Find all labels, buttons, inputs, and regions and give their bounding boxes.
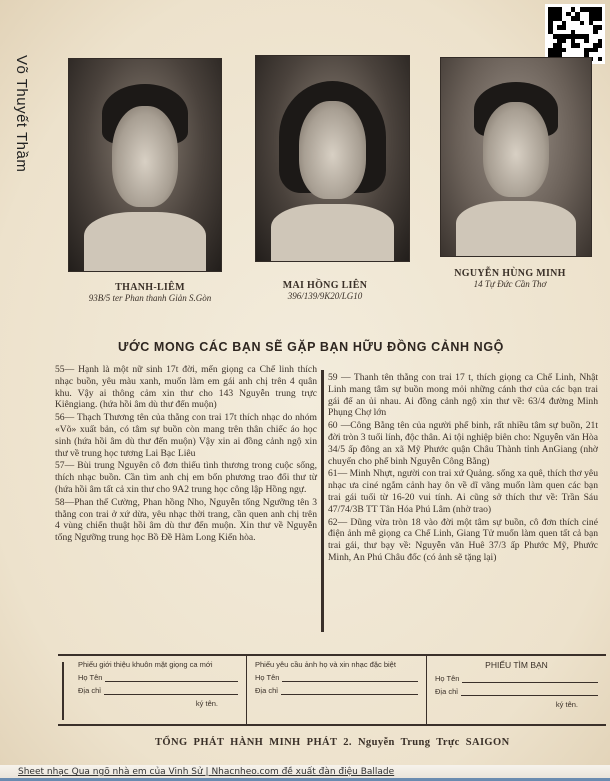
name-field[interactable] (462, 675, 598, 683)
signature-label: ký tên. (195, 699, 218, 708)
source-caption-link[interactable]: Sheet nhạc Qua ngõ nhà em của Vinh Sử | Nhacnheo.com đề xuất đàn điệu Ballade (0, 765, 610, 781)
form-title: Phiếu giới thiệu khuôn mặt giọng ca mới (78, 660, 213, 669)
qr-code[interactable] (545, 4, 605, 64)
name-field[interactable] (282, 674, 418, 682)
name-label: Họ Tên (435, 674, 460, 683)
signature-label: ký tên. (555, 700, 578, 709)
form-title: PHIẾU TÌM BẠN (485, 660, 548, 670)
entry: 55— Hạnh là một nữ sinh 17t đời, mến giọng ca Chế linh thích nhạc buồn, yêu màu xanh, muốn làm em gái anh chị trên 4 quân khu. Vậy ai thông cảm xin thư cho 143 Nguyễn trung trực Kiêngiang. (hứa hồi âm dù thư đến muộn) (55, 364, 317, 411)
entry: 57— Bùi trung Nguyên cô đơn thiếu tình thương trong cuộc sống, thích nhạc buồn. Cần tìm anh chị em bốn phương trao đổi thư từ (hứa hồi âm tất cả xin thư cho 9A2 trung học công lập Hồng ngự. (55, 460, 317, 495)
section-heading: ƯỚC MONG CÁC BẠN SẼ GẶP BẠN HỮU ĐỒNG CẢNH NGỘ (118, 340, 504, 354)
portrait-photo-1 (68, 58, 222, 272)
column-divider (321, 370, 324, 632)
caption-1 (60, 282, 240, 303)
caption-address: 14 Tự Đức Cần Thơ (473, 279, 547, 289)
entry: 58—Phan thế Cường, Phan hồng Nho, Nguyễn tống Ngưỡng tên 3 thằng con trai ở xứ dừa, yêu nhạc thời trang, cần quen anh chị trên 4 vùng chiến thuật hồi âm dù thư đến muộn. Xin thư về Nguyễn tống Ngưỡng trung học Bồ Đề Hàm Long Kiến hòa. (55, 496, 317, 544)
caption-address: 93B/5 ter Phan thanh Giản S.Gòn (88, 293, 212, 303)
entry: 61— Minh Nhựt, người con trai xứ Quảng. sống xa quê, thích thơ yêu nhạc ưa ciné ngắm cảnh hay ôn về dĩ vãng muốn làm quen các bạn trai gái tuổi từ 16-20 vui tính. Ai cũng sở thích thư về: Trần Sáu 47/74/3B TT Tân Hóa Phú Lâm (nhờ trao) (328, 468, 598, 515)
name-field[interactable] (105, 674, 238, 682)
caption-2 (255, 280, 395, 301)
form-photo-request (246, 656, 426, 724)
address-label: Địa chỉ (78, 686, 101, 695)
name-label: Họ Tên (255, 673, 280, 682)
form-new-voice (58, 656, 246, 724)
form-title: Phiếu yêu cầu ảnh họ và xin nhạc đặc biệt (255, 660, 396, 669)
caption-3 (440, 268, 580, 289)
form-find-friend (426, 656, 606, 724)
portrait-photo-2 (255, 55, 410, 262)
entry: 60 —Công Bằng tên của người phế binh, rất nhiều tâm sự buồn, 21t đời tròn 3 tuổi lính, độc thân. Ai tội nghiệp biên cho: Nguyễn văn Hòa 34/5 ấp đông an xã Mỹ Phước quận Châu Thành tỉnh AnGiang (nhờ chuyển cho phế binh Nguyễn Công Bằng) (328, 420, 598, 467)
caption-address: 396/139/9K20/LG10 (287, 291, 363, 301)
right-column (328, 372, 598, 565)
caption-name: THANH-LIÊM (115, 282, 185, 293)
portrait-photo-3 (440, 57, 592, 257)
address-field[interactable] (461, 688, 598, 696)
caption-name: NGUYỄN HÙNG MINH (454, 268, 566, 279)
address-field[interactable] (281, 687, 418, 695)
address-label: Địa chỉ (435, 687, 458, 696)
entry: 59 — Thanh tên thằng con trai 17 t, thích giọng ca Chế Linh, Nhật Linh mang tâm sự buồn mong mỏi những cánh thơ của các bạn trai gái để an ủi nhau. Ai đồng cảnh ngộ xin thư về: 63/4 đường Minh Phụng Chợ lớn (328, 372, 598, 419)
publisher-footer: TỔNG PHÁT HÀNH MINH PHÁT 2. Nguyễn Trung Trực SAIGON (155, 737, 510, 748)
address-field[interactable] (104, 687, 238, 695)
left-column (55, 364, 317, 545)
coupon-forms (58, 654, 606, 726)
name-label: Họ Tên (78, 673, 103, 682)
address-label: Địa chỉ (255, 686, 278, 695)
side-title: Võ Thuyết Thầm (13, 55, 30, 173)
entry: 62— Dũng vừa tròn 18 vào đời một tâm sự buồn, cô đơn thích ciné điện ảnh mê giọng ca Chế Linh, Giang Tử muốn làm quen tất cả bạn trai gái, thư bạy về: Nguyễn văn Huê 37/3 ấp Phước Mỹ, Phước Minh, An Phú Châu đốc (có ảnh sẽ tặng lại) (328, 516, 598, 563)
entry: 56— Thạch Thương tên của thằng con trai 17t thích nhạc do nhóm «Võ» xuất bản, có tâm sự buồn còn mang trên thân chiếc áo học sinh (hứa hồi âm dù thư đến muộn) Vậy xin ai đồng cảnh ngộ xin thư về trung học tương Lai Bạc Liêu (55, 412, 317, 459)
caption-name: MAI HỒNG LIÊN (282, 280, 368, 291)
